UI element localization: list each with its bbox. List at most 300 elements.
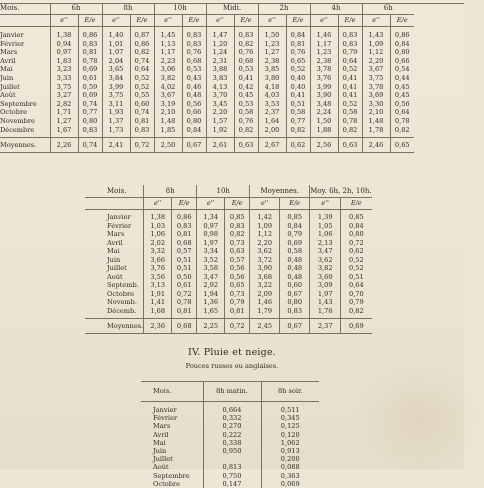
paper-stain <box>354 359 484 479</box>
table-top-value-cell: 2,82 <box>50 100 78 109</box>
table-top-value-cell: 0,83 <box>182 27 206 40</box>
rain-value-cell: 0,750 <box>203 472 261 480</box>
rain-value-cell: 0,345 <box>261 414 319 422</box>
table-mid-value-cell: 2,92 <box>197 281 225 290</box>
table-mid-group-header-row <box>85 185 372 198</box>
table-top-value-cell: 0,82 <box>234 40 258 49</box>
table-mid-value-cell: 0,57 <box>172 247 197 256</box>
humidity-table-middle <box>85 185 372 334</box>
table-top-average-cell: 2,61 <box>206 138 234 153</box>
table-mid-value-cell: 1,42 <box>250 210 280 222</box>
table-top-group-header: 8h <box>102 3 154 15</box>
table-mid-value-cell: 1,43 <box>310 298 341 307</box>
table-top-value-cell: 1,85 <box>154 126 182 138</box>
table-mid-sub-header: e'' <box>144 198 172 210</box>
table-top-value-cell: 1,01 <box>102 40 130 49</box>
table-row <box>0 48 414 57</box>
table-top-value-cell: 0,82 <box>286 126 310 138</box>
table-row <box>141 422 319 430</box>
table-top-value-cell: 0,66 <box>182 108 206 117</box>
table-top-value-cell: 0,51 <box>286 100 310 109</box>
table-row <box>141 480 319 488</box>
table-top-average-cell: 0,62 <box>286 138 310 153</box>
table-mid-value-cell: 1,06 <box>144 230 172 239</box>
table-top-value-cell: 4,02 <box>154 83 182 92</box>
table-mid-value-cell: 0,69 <box>280 239 310 248</box>
table-top-value-cell: 1,78 <box>362 126 390 138</box>
table-row <box>0 27 414 40</box>
table-mid-sub-header: E/e <box>172 198 197 210</box>
table-top-value-cell: 0,83 <box>78 40 102 49</box>
table-mid-value-cell: 0,79 <box>280 230 310 239</box>
table-mid-value-cell: 0,83 <box>172 222 197 231</box>
rain-month-label: Juillet <box>141 455 203 463</box>
table-mid-value-cell: 0,72 <box>341 239 372 248</box>
table-top-month-label: Juillet <box>0 83 50 92</box>
table-mid-sub-header: E/e <box>341 198 372 210</box>
table-mid-value-cell: 0,51 <box>172 256 197 265</box>
table-row <box>141 402 319 415</box>
table-top-averages-row <box>0 138 414 153</box>
table-mid-value-cell: 0,48 <box>280 256 310 265</box>
table-top-value-cell: 0,45 <box>390 91 414 100</box>
table-mid-average-cell: 2,36 <box>144 319 172 334</box>
table-mid-average-cell: 0,67 <box>280 319 310 334</box>
table-mid-value-cell: 0,68 <box>172 239 197 248</box>
table-row <box>0 108 414 117</box>
table-mid-value-cell: 2,20 <box>250 239 280 248</box>
table-mid-value-cell: 2,13 <box>310 239 341 248</box>
table-top-value-cell: 0,83 <box>338 40 362 49</box>
table-mid-value-cell: 0,50 <box>172 273 197 282</box>
table-mid-value-cell: 1,09 <box>250 222 280 231</box>
table-top-value-cell: 0,42 <box>234 83 258 92</box>
table-mid-value-cell: 0,64 <box>341 281 372 290</box>
table-top-value-cell: 1,17 <box>154 48 182 57</box>
table-top-value-cell: 0,65 <box>286 57 310 66</box>
table-top-average-cell: 0,65 <box>390 138 414 153</box>
table-mid-value-cell: 2,09 <box>250 290 280 299</box>
rain-value-cell: 0,200 <box>261 455 319 463</box>
table-top-value-cell: 0,61 <box>78 74 102 83</box>
table-top-value-cell: 3,83 <box>206 74 234 83</box>
table-top-value-cell: 3,45 <box>206 100 234 109</box>
table-row <box>85 281 372 290</box>
table-row <box>85 230 372 239</box>
table-top-average-cell: 0,63 <box>234 138 258 153</box>
table-top-average-cell: 2,56 <box>310 138 338 153</box>
table-row <box>85 264 372 273</box>
rain-col2-header: 8h soir. <box>261 382 319 402</box>
table-top-value-cell: 0,40 <box>286 83 310 92</box>
rain-value-cell: 0,950 <box>203 447 261 455</box>
table-top-value-cell: 0,86 <box>390 27 414 40</box>
rain-value-cell: 0,332 <box>203 414 261 422</box>
table-top-value-cell: 3,78 <box>310 65 338 74</box>
table-top-value-cell: 2,00 <box>258 126 286 138</box>
table-top-value-cell: 3,85 <box>258 65 286 74</box>
table-top-value-cell: 1,83 <box>50 57 78 66</box>
table-row <box>0 83 414 92</box>
table-mid-value-cell: 0,60 <box>280 281 310 290</box>
table-top-value-cell: 0,84 <box>286 27 310 40</box>
table-top-value-cell: 4,18 <box>258 83 286 92</box>
table-top-value-cell: 2,37 <box>258 108 286 117</box>
table-mid-month-label: Août <box>85 273 144 282</box>
table-top-value-cell: 1,93 <box>102 108 130 117</box>
table-top-value-cell: 1,71 <box>50 108 78 117</box>
table-top-value-cell: 3,82 <box>154 74 182 83</box>
table-top-month-label: Octobre <box>0 108 50 117</box>
table-row <box>141 463 319 471</box>
table-top-value-cell: 0,66 <box>390 57 414 66</box>
rain-value-cell: 0,338 <box>203 439 261 447</box>
table-mid-value-cell: 0,81 <box>172 230 197 239</box>
table-row <box>85 298 372 307</box>
rain-table-body <box>141 402 319 488</box>
table-mid-value-cell: 0,81 <box>172 307 197 319</box>
table-mid-value-cell: 1,65 <box>197 307 225 319</box>
table-top-value-cell: 0,53 <box>234 65 258 74</box>
table-mid-value-cell: 0,52 <box>341 256 372 265</box>
table-mid-group-header: 8h <box>144 185 197 198</box>
table-top-value-cell: 1,40 <box>102 27 130 40</box>
rain-month-label: Janvier <box>141 402 203 415</box>
table-top-value-cell: 0,53 <box>234 100 258 109</box>
table-top-value-cell: 0,80 <box>182 117 206 126</box>
table-mid-value-cell: 3,62 <box>310 256 341 265</box>
rain-value-cell: 0,511 <box>261 402 319 415</box>
rain-value-cell: 0,664 <box>203 402 261 415</box>
table-top-value-cell: 3,11 <box>102 100 130 109</box>
table-top-value-cell: 1,43 <box>362 27 390 40</box>
table-top-sub-header: e'' <box>50 15 78 27</box>
table-top-value-cell: 0,58 <box>338 108 362 117</box>
table-mid-value-cell: 3,72 <box>250 256 280 265</box>
table-top-value-cell: 1,20 <box>206 40 234 49</box>
table-mid-average-cell: 0,72 <box>225 319 250 334</box>
table-mid-value-cell: 0,83 <box>280 307 310 319</box>
table-mid-average-cell: 2,25 <box>197 319 225 334</box>
table-mid-month-label: Septemb. <box>85 281 144 290</box>
table-row <box>0 74 414 83</box>
table-top-value-cell: 0,45 <box>234 91 258 100</box>
table-top-value-cell: 1,92 <box>206 126 234 138</box>
table-mid-value-cell: 3,82 <box>310 264 341 273</box>
table-top-value-cell: 1,12 <box>362 48 390 57</box>
table-top-averages-label: Moyennes. <box>0 138 50 153</box>
table-mid-value-cell: 1,97 <box>310 290 341 299</box>
table-row <box>85 290 372 299</box>
table-top-value-cell: 0,52 <box>130 83 154 92</box>
table-top-value-cell: 2,20 <box>206 108 234 117</box>
table-mid-value-cell: 0,80 <box>341 230 372 239</box>
table-top-value-cell: 3,67 <box>362 65 390 74</box>
table-row <box>85 307 372 319</box>
table-top-value-cell: 2,10 <box>154 108 182 117</box>
table-top-value-cell: 0,81 <box>130 117 154 126</box>
table-top-group-header: 2h <box>258 3 310 15</box>
table-mid-value-cell: 1,39 <box>310 210 341 222</box>
table-mid-value-cell: 0,78 <box>172 298 197 307</box>
table-mid-value-cell: 3,22 <box>250 281 280 290</box>
table-row <box>0 126 414 138</box>
table-mid-sub-header: e'' <box>250 198 280 210</box>
table-top-value-cell: 0,68 <box>182 57 206 66</box>
table-mid-value-cell: 3,62 <box>250 247 280 256</box>
table-mid-month-label: Novemb. <box>85 298 144 307</box>
table-mid-month-label: Décemb. <box>85 307 144 319</box>
table-mid-group-header: Moy. 6h, 2h, 10h. <box>310 185 372 198</box>
table-top-value-cell: 0,52 <box>286 65 310 74</box>
table-mid-value-cell: 0,61 <box>172 281 197 290</box>
table-top-value-cell: 0,77 <box>286 117 310 126</box>
rain-value-cell: 1,062 <box>261 439 319 447</box>
table-top-sub-header-row <box>0 15 414 27</box>
table-top-sub-header: e'' <box>362 15 390 27</box>
table-mid-value-cell: 1,36 <box>197 298 225 307</box>
table-top-month-label: Février <box>0 40 50 49</box>
table-top-value-cell: 0,78 <box>390 117 414 126</box>
table-top-value-cell: 0,84 <box>182 126 206 138</box>
table-row <box>85 273 372 282</box>
table-top-value-cell: 0,82 <box>130 48 154 57</box>
table-row <box>85 256 372 265</box>
table-top-sub-header: E/e <box>130 15 154 27</box>
table-mid-month-label: Avril <box>85 239 144 248</box>
table-mid-value-cell: 3,52 <box>197 256 225 265</box>
table-mid-value-cell: 3,68 <box>250 273 280 282</box>
table-mid-averages-label: Moyennes. <box>85 319 144 334</box>
table-top-value-cell: 2,20 <box>362 57 390 66</box>
table-mid-value-cell: 3,32 <box>144 247 172 256</box>
table-mid-value-cell: 0,85 <box>280 210 310 222</box>
table-mid-average-cell: 0,68 <box>172 319 197 334</box>
table-mid-value-cell: 0,51 <box>341 273 372 282</box>
table-top-sub-header: E/e <box>338 15 362 27</box>
rain-month-label: Mars <box>141 422 203 430</box>
table-top-value-cell: 3,90 <box>310 91 338 100</box>
table-mid-value-cell: 0,57 <box>225 256 250 265</box>
table-mid-value-cell: 3,47 <box>310 247 341 256</box>
table-row <box>141 455 319 463</box>
table-top-value-cell: 0,52 <box>338 65 362 74</box>
table-top-group-header: Midi. <box>206 3 258 15</box>
table-top-value-cell: 0,81 <box>78 48 102 57</box>
table-top-body <box>0 27 414 153</box>
table-mid-sub-header: E/e <box>280 198 310 210</box>
table-top-sub-header: E/e <box>182 15 206 27</box>
table-row <box>0 100 414 109</box>
table-top-month-label: Janvier <box>0 27 50 40</box>
table-top-average-cell: 0,67 <box>182 138 206 153</box>
table-top-value-cell: 0,74 <box>130 108 154 117</box>
table-mid-value-cell: 2,02 <box>144 239 172 248</box>
table-top-value-cell: 3,75 <box>102 91 130 100</box>
table-top-value-cell: 0,60 <box>130 100 154 109</box>
table-top-value-cell: 3,67 <box>154 91 182 100</box>
table-mid-sub-header-row <box>85 198 372 210</box>
table-top-month-label: Septembre <box>0 100 50 109</box>
table-mid-value-cell: 0,79 <box>225 298 250 307</box>
table-top-month-label: Avril <box>0 57 50 66</box>
table-top-value-cell: 3,78 <box>362 83 390 92</box>
table-mid-month-label: Juillet <box>85 264 144 273</box>
table-mid-value-cell: 1,91 <box>144 290 172 299</box>
table-mid-month-label: Mai <box>85 247 144 256</box>
table-row <box>0 57 414 66</box>
table-mid-value-cell: 3,34 <box>197 247 225 256</box>
table-mid-value-cell: 0,67 <box>280 290 310 299</box>
rain-month-label: Septembre <box>141 472 203 480</box>
table-mid-value-cell: 0,84 <box>341 222 372 231</box>
table-top-value-cell: 0,41 <box>338 74 362 83</box>
table-top-value-cell: 0,83 <box>78 126 102 138</box>
table-top-value-cell: 3,06 <box>154 65 182 74</box>
table-mid-month-label: Octobre <box>85 290 144 299</box>
table-top-value-cell: 4,13 <box>206 83 234 92</box>
table-top-value-cell: 2,38 <box>258 57 286 66</box>
table-top-value-cell: 3,99 <box>310 83 338 92</box>
table-mid-month-label: Mars <box>85 230 144 239</box>
table-mid-value-cell: 0,83 <box>225 222 250 231</box>
table-row <box>141 439 319 447</box>
table-mid-month-label: Juin <box>85 256 144 265</box>
table-top-value-cell: 0,41 <box>234 74 258 83</box>
table-top-month-label: Août <box>0 91 50 100</box>
rain-value-cell: 0,813 <box>203 463 261 471</box>
table-top-value-cell: 0,68 <box>234 57 258 66</box>
table-mid-value-cell: 1,06 <box>310 230 341 239</box>
table-top-value-cell: 0,41 <box>286 91 310 100</box>
table-row <box>0 40 414 49</box>
table-top-value-cell: 1,27 <box>50 117 78 126</box>
table-mid-value-cell: 1,94 <box>197 290 225 299</box>
table-mid-value-cell: 0,80 <box>280 298 310 307</box>
table-top-value-cell: 0,78 <box>78 57 102 66</box>
table-top-value-cell: 0,59 <box>78 83 102 92</box>
table-top-value-cell: 3,30 <box>362 100 390 109</box>
table-top-value-cell: 0,44 <box>390 74 414 83</box>
table-row <box>85 239 372 248</box>
table-mid-sub-header-blank <box>85 198 144 210</box>
table-top-value-cell: 0,97 <box>50 48 78 57</box>
table-mid-value-cell: 0,56 <box>225 273 250 282</box>
table-top-value-cell: 0,94 <box>50 40 78 49</box>
table-top-average-cell: 2,26 <box>50 138 78 153</box>
table-mid-month-label: Janvier <box>85 210 144 222</box>
table-top-value-cell: 0,74 <box>78 100 102 109</box>
table-top-value-cell: 2,24 <box>310 108 338 117</box>
table-top-value-cell: 1,88 <box>310 126 338 138</box>
table-top-value-cell: 1,46 <box>310 27 338 40</box>
table-top-sub-header: E/e <box>286 15 310 27</box>
table-top-value-cell: 1,13 <box>154 40 182 49</box>
table-top-value-cell: 0,83 <box>338 27 362 40</box>
table-mid-value-cell: 3,90 <box>250 264 280 273</box>
table-row <box>85 210 372 222</box>
table-top-value-cell: 0,64 <box>338 57 362 66</box>
rain-month-label: Octobre <box>141 480 203 488</box>
table-top-value-cell: 1,73 <box>102 126 130 138</box>
table-top-value-cell: 1,17 <box>310 40 338 49</box>
table-top-value-cell: 0,45 <box>390 83 414 92</box>
table-top-sub-header: e'' <box>154 15 182 27</box>
table-top-value-cell: 0,83 <box>182 40 206 49</box>
table-row <box>141 472 319 480</box>
table-top-value-cell: 0,53 <box>182 65 206 74</box>
table-top-value-cell: 1,64 <box>258 117 286 126</box>
table-mid-value-cell: 0,86 <box>172 210 197 222</box>
table-top-value-cell: 3,70 <box>206 91 234 100</box>
table-row <box>141 447 319 455</box>
table-mid-value-cell: 1,12 <box>250 230 280 239</box>
table-mid-month-header: Mois. <box>85 185 144 198</box>
table-top-value-cell: 1,09 <box>362 40 390 49</box>
table-top-value-cell: 0,87 <box>130 27 154 40</box>
humidity-table-top <box>0 3 414 153</box>
table-top-value-cell: 2,31 <box>206 57 234 66</box>
table-top-value-cell: 0,86 <box>78 27 102 40</box>
table-top-average-cell: 2,50 <box>154 138 182 153</box>
table-mid-value-cell: 1,97 <box>197 239 225 248</box>
table-top-sub-header: e'' <box>206 15 234 27</box>
table-mid-sub-header: e'' <box>310 198 341 210</box>
table-mid-value-cell: 0,51 <box>172 264 197 273</box>
table-top-value-cell: 3,65 <box>102 65 130 74</box>
table-mid-averages-row <box>85 319 372 334</box>
table-top-value-cell: 0,84 <box>390 40 414 49</box>
table-top-value-cell: 0,52 <box>130 74 154 83</box>
table-mid-group-header: Moyennes. <box>250 185 310 198</box>
table-top-value-cell: 0,81 <box>286 40 310 49</box>
table-top-value-cell: 3,33 <box>50 74 78 83</box>
table-mid-value-cell: 0,56 <box>225 264 250 273</box>
table-top-value-cell: 0,58 <box>234 108 258 117</box>
table-top-value-cell: 0,43 <box>182 74 206 83</box>
table-top-value-cell: 0,76 <box>234 48 258 57</box>
table-top-value-cell: 1,67 <box>50 126 78 138</box>
table-mid-value-cell: 0,82 <box>341 307 372 319</box>
table-top-value-cell: 2,04 <box>102 57 130 66</box>
table-row <box>141 431 319 439</box>
table-top-group-header: 4h <box>310 3 362 15</box>
table-row <box>0 65 414 74</box>
table-mid-value-cell: 1,05 <box>310 222 341 231</box>
table-top-value-cell: 1,48 <box>362 117 390 126</box>
table-top-value-cell: 0,55 <box>130 91 154 100</box>
table-mid-value-cell: 1,68 <box>144 307 172 319</box>
table-top-value-cell: 0,52 <box>338 100 362 109</box>
table-top-value-cell: 0,83 <box>234 27 258 40</box>
table-top-average-cell: 2,41 <box>102 138 130 153</box>
table-row <box>0 117 414 126</box>
table-mid-value-cell: 3,76 <box>144 264 172 273</box>
table-mid-sub-header: e'' <box>197 198 225 210</box>
table-mid-value-cell: 3,09 <box>310 281 341 290</box>
table-top-sub-header-blank <box>0 15 50 27</box>
table-top-sub-header: E/e <box>78 15 102 27</box>
rain-col1-header: 8h matin. <box>203 382 261 402</box>
table-top-value-cell: 0,48 <box>182 91 206 100</box>
table-mid-value-cell: 0,70 <box>341 290 372 299</box>
table-top-sub-header: E/e <box>234 15 258 27</box>
table-top-value-cell: 4,03 <box>258 91 286 100</box>
rain-value-cell <box>203 455 261 463</box>
section-subtitle: Pouces russes ou anglaises. <box>0 362 464 370</box>
rain-month-header: Mois. <box>141 382 203 402</box>
table-top-value-cell: 0,54 <box>390 65 414 74</box>
